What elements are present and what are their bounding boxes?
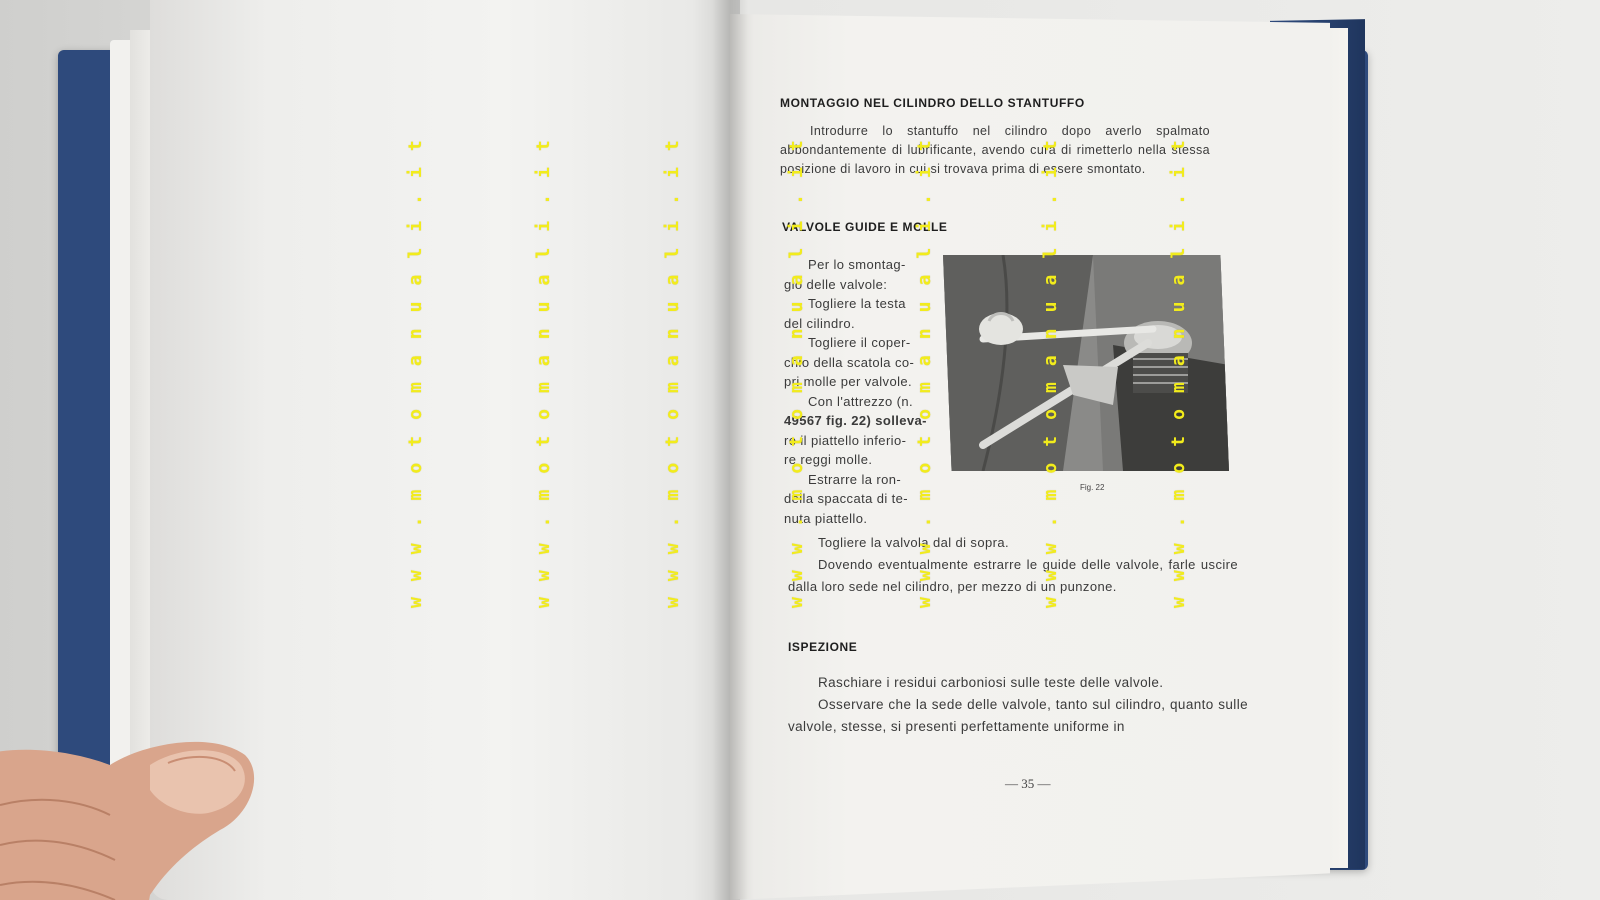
book-gutter <box>712 0 748 900</box>
text-line: Per lo smontag- <box>808 257 906 272</box>
text-line: Con l'attrezzo (n. <box>808 393 914 409</box>
page-number: — 35 — <box>1005 776 1051 791</box>
text-line: Dovendo eventualmente estrarre le guide delle valvole, farle uscire dalla loro sede nel cilindro, per mezzo di un punzone. <box>788 557 1238 594</box>
watermark-text: w w w . m o t o m a n u a l i . i t <box>1040 137 1061 608</box>
watermark-text: w w w . m o t o m a n u a l i . i t <box>786 137 807 608</box>
text-line: Togliere la testa <box>808 296 906 311</box>
text-line: Togliere il coper- <box>808 335 911 350</box>
watermark-text: w w w . m o t o m a n u a l i . i t <box>1168 137 1189 608</box>
text-line: gio delle valvole: <box>784 276 888 292</box>
watermark-text: w w w . m o t o m a n u a l i . i t <box>405 137 426 608</box>
text-line: Raschiare i residui carboniosi sulle teste delle valvole. <box>818 675 1164 690</box>
watermark-text: w w w . m o t o m a n u a l i . i t <box>662 137 683 608</box>
section-heading-valvole: VALVOLE GUIDE E MOLLE <box>782 220 948 234</box>
text-line: 49567 fig. 22) solleva- <box>784 413 927 428</box>
text-line: chio della scatola co- <box>784 354 915 370</box>
text-line: re reggi molle. <box>784 452 873 467</box>
text-line: nuta piattello. <box>784 510 868 526</box>
ispezione-paragraph <box>788 672 1248 738</box>
hand-holding-book <box>0 735 280 900</box>
figure-caption: Fig. 22 <box>1080 483 1105 492</box>
text-line: Osservare che la sede delle valvole, tanto sul cilindro, quanto sulle valvole, stesse, si presenti perfettamente uniforme in <box>788 697 1248 734</box>
section-paragraph-montaggio: Introdurre lo stantuffo nel cilindro dopo averlo spalmato abbondantemente di lubrificante, avendo cura di rimetterlo nella stessa posizione di lavoro in cui si trovava prima di essere smontato. <box>780 124 1210 176</box>
section-heading-ispezione: ISPEZIONE <box>788 640 858 654</box>
text-line: della spaccata di te- <box>784 491 909 506</box>
text-line: re il piattello inferio- <box>784 432 907 448</box>
text-line: Estrarre la ron- <box>808 471 902 487</box>
section-heading-montaggio: MONTAGGIO NEL CILINDRO DELLO STANTUFFO <box>780 96 1085 110</box>
text-line: Togliere la valvola dal di sopra. <box>818 535 1009 550</box>
text-line: pri molle per valvole. <box>784 374 913 389</box>
watermark-text: w w w . m o t o m a n u a l i . i t <box>914 137 935 608</box>
text-line: del cilindro. <box>784 315 855 331</box>
watermark-text: w w w . m o t o m a n u a l i . i t <box>533 137 554 608</box>
